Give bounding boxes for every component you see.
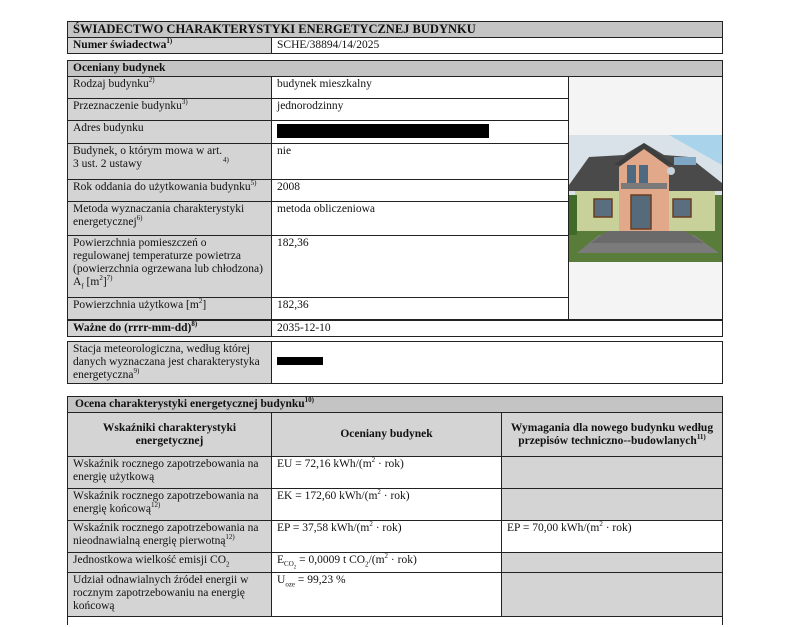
footnote: 2) — [148, 76, 155, 85]
label-text: Adres budynku — [73, 122, 144, 134]
building-table — [67, 60, 723, 320]
indicator-label — [68, 573, 272, 617]
column-header-requirements — [502, 413, 723, 457]
label-text: Jednostkowa wielkość emisji CO — [73, 554, 226, 566]
building-row — [68, 77, 723, 99]
label-text: Wskaźnik rocznego zapotrzebowania na energię końcową — [73, 490, 259, 515]
requirement-value — [502, 489, 723, 521]
label-text: Przeznaczenie budynku — [73, 100, 182, 112]
row-value — [272, 298, 569, 320]
row-label — [68, 77, 272, 99]
value-suffix: · rok) — [380, 490, 410, 502]
row-label — [68, 144, 272, 180]
footnote: 4) — [223, 156, 229, 165]
certificate-title-text: ŚWIADECTWO CHARAKTERYSTYKI ENERGETYCZNEJ BUDYNKU — [73, 22, 476, 36]
label-text: Budynek, o którym mowa w art. 3 ust. 2 ustawy — [73, 145, 223, 170]
indicator-value — [272, 553, 502, 573]
footnote: 5) — [250, 179, 257, 188]
footnote: 12) — [225, 533, 235, 542]
value-text: U — [277, 574, 286, 586]
footnote: 10) — [304, 396, 315, 405]
value-suffix: · rok) — [388, 554, 417, 566]
superscript: 2 — [369, 520, 373, 529]
label-text: Metoda wyznaczania charakterystyki energetycznej — [73, 203, 245, 228]
label-text: Rok oddania do użytkowania budynku — [73, 181, 251, 193]
header-text: Oceniany budynek — [340, 428, 433, 440]
validity-label — [68, 321, 272, 337]
value-middle: = 0,0009 t CO — [296, 554, 366, 566]
certificate-number-label — [68, 38, 272, 54]
footnote: 12) — [151, 501, 161, 510]
superscript: 2 — [99, 274, 103, 283]
footnote: 9) — [133, 367, 140, 376]
indicator-label — [68, 521, 272, 553]
indicator-row — [68, 457, 723, 489]
building-section-title-text: Oceniany budynek — [73, 62, 166, 74]
station-label — [68, 342, 272, 384]
row-value — [272, 236, 569, 298]
label-text: Wskaźnik rocznego zapotrzebowania na nieodnawialną energię pierwotną — [73, 522, 259, 547]
label-text: Ważne do (rrrr-mm-dd) — [73, 322, 192, 334]
row-label — [68, 99, 272, 121]
footnote: 7) — [106, 274, 113, 283]
value-text: 2035-12-10 — [277, 322, 331, 334]
indicator-value — [272, 521, 502, 553]
requirement-value — [502, 521, 723, 553]
indicator-label — [68, 553, 272, 573]
requirement-value — [502, 457, 723, 489]
value-suffix: · rok) — [372, 522, 402, 534]
value-text: 2008 — [277, 181, 300, 193]
row-value — [272, 77, 569, 99]
unit-text: [m — [86, 276, 100, 288]
row-value — [272, 202, 569, 236]
footnote: 6) — [136, 214, 143, 223]
number-label-text: Numer świadectwa — [73, 39, 167, 51]
cut-off-row — [68, 617, 723, 625]
footnote: 3) — [181, 98, 188, 107]
value-text: EU = 72,16 kWh/(m — [277, 458, 372, 470]
row-value — [272, 99, 569, 121]
indicator-value — [272, 457, 502, 489]
column-header-indicators — [68, 413, 272, 457]
indicator-row — [68, 553, 723, 573]
superscript: 2 — [599, 520, 603, 529]
building-photo-cell — [569, 77, 723, 320]
label-text: Rodzaj budynku — [73, 78, 149, 90]
value-text: budynek mieszkalny — [277, 78, 372, 90]
indicator-row — [68, 573, 723, 617]
value-text: 182,36 — [277, 237, 309, 249]
header-text: Wskaźniki charakterystyki energetycznej — [102, 421, 237, 447]
subscript: CO2 — [284, 560, 297, 571]
number-value-text: SCHE/38894/14/2025 — [277, 39, 380, 51]
certificate-title — [68, 22, 723, 38]
label-text: Udział odnawialnych źródeł energii w rocznym zapotrzebowaniu na energię końcową — [73, 574, 249, 612]
superscript: 2 — [384, 552, 389, 561]
certificate-header-table — [67, 21, 723, 54]
cut-off-cell — [68, 617, 723, 625]
certificate-number-value — [272, 38, 723, 54]
assessment-table — [67, 396, 723, 625]
validity-value — [272, 321, 723, 337]
label-text: Stacja meteorologiczna, według której danych wyznaczana jest charakterystyka energetyczna — [73, 343, 260, 381]
value-middle2: /(m — [368, 554, 385, 566]
value-text: nie — [277, 145, 292, 157]
row-label: Powierzchnia użytkowa $[m^2]$ — [68, 298, 272, 320]
indicator-row — [68, 521, 723, 553]
indicator-label — [68, 457, 272, 489]
superscript: 2 — [198, 297, 203, 306]
subscript: 2 — [226, 560, 230, 569]
footnote: 8) — [191, 320, 198, 329]
row-value — [272, 180, 569, 202]
requirement-text: EP = 70,00 kWh/(m — [507, 522, 600, 534]
label-text: Powierzchnia użytkowa [m — [73, 299, 199, 311]
value-text: EK = 172,60 kWh/(m — [277, 490, 378, 502]
requirement-value — [502, 573, 723, 617]
requirement-suffix: · rok) — [602, 522, 632, 534]
footnote: 1) — [166, 37, 173, 46]
requirement-value — [502, 553, 723, 573]
row-label: Powierzchnia pomieszczeń o regulowanej temperaturze powietrza (powierzchnia ogrzewana lub chłodzona) $A_f$ $[m^2]^{7)}$ — [68, 236, 272, 298]
subscript: f — [81, 282, 84, 291]
value-text: metoda obliczeniowa — [277, 203, 376, 215]
superscript: 2 — [371, 456, 376, 465]
footnote: 11) — [696, 432, 706, 441]
value-suffix: · rok) — [375, 458, 404, 470]
redacted-station — [277, 357, 323, 365]
validity-table — [67, 320, 723, 337]
indicator-value — [272, 489, 502, 521]
station-value — [272, 342, 723, 384]
superscript: 2 — [377, 488, 381, 497]
row-label — [68, 180, 272, 202]
building-section-title — [68, 61, 723, 77]
row-label — [68, 202, 272, 236]
redacted-address — [277, 124, 489, 138]
subscript: oze — [285, 580, 296, 589]
header-text: Wymagania dla nowego budynku według przepisów techniczno--budowlanych — [510, 421, 714, 447]
label-text: Wskaźnik rocznego zapotrzebowania na energię użytkową — [73, 458, 259, 483]
row-label — [68, 121, 272, 144]
assessment-section-title — [68, 397, 723, 413]
house-photo — [569, 135, 722, 262]
value-text: E — [277, 554, 285, 566]
station-table — [67, 341, 723, 384]
subscript: 2 — [365, 560, 369, 569]
value-suffix: = 99,23 % — [295, 574, 346, 586]
label-text: Powierzchnia pomieszczeń o regulowanej temperaturze powietrza (powierzchnia ogrzewana lub chłodzona) A — [73, 237, 263, 288]
indicator-value — [272, 573, 502, 617]
value-text: 182,36 — [277, 299, 309, 311]
indicator-label — [68, 489, 272, 521]
address-value — [272, 121, 569, 144]
column-header-assessed — [272, 413, 502, 457]
row-value — [272, 144, 569, 180]
section-title-text: Ocena charakterystyki energetycznej budynku — [75, 398, 305, 410]
value-text: jednorodzinny — [277, 100, 344, 112]
indicator-row — [68, 489, 723, 521]
value-text: EP = 37,58 kWh/(m — [277, 522, 370, 534]
